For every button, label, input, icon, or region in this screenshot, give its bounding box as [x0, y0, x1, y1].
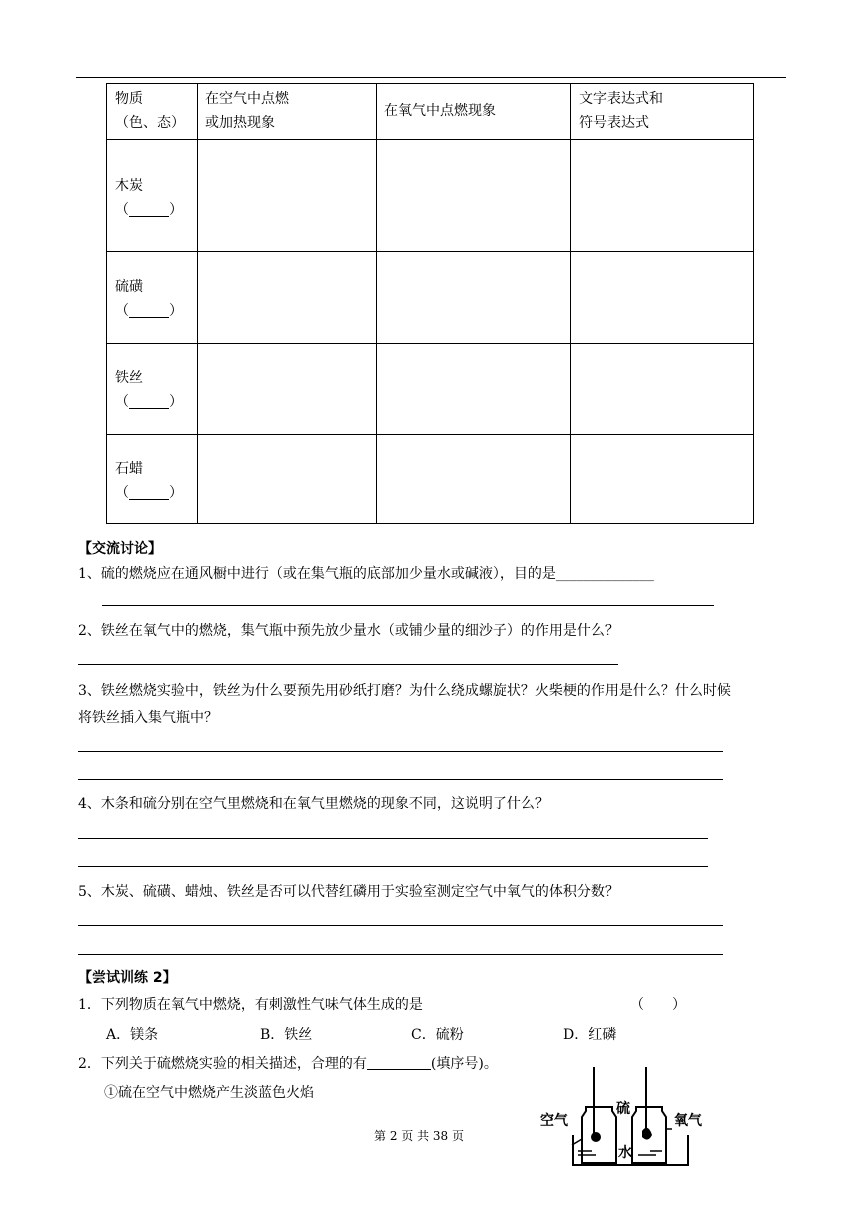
discussion-q1: 1、硫的燃烧应在通风橱中进行（或在集气瓶的底部加少量水或碱液），目的是______________ — [78, 566, 654, 582]
answer-line[interactable] — [78, 925, 723, 926]
table-header-substance — [115, 87, 185, 135]
table-header-oxygen — [384, 99, 496, 123]
paren: ） — [672, 997, 686, 1013]
header-text: （色、态） — [115, 115, 185, 131]
row-label: 木炭 — [115, 178, 143, 194]
sulfur-combustion-figure — [538, 1065, 713, 1173]
question-text: (填序号)。 — [430, 1056, 498, 1072]
paren: （ — [115, 303, 129, 319]
paren: （ — [115, 394, 129, 410]
header-text: 在氧气中点燃现象 — [384, 103, 496, 119]
table-col-divider — [376, 84, 377, 523]
option-b[interactable]: B．铁丝 — [260, 1027, 313, 1043]
color-state-blank — [115, 481, 183, 505]
paren: ） — [169, 485, 183, 501]
discussion-q2: 2、铁丝在氧气中的燃烧，集气瓶中预先放少量水（或铺少量的细沙子）的作用是什么？ — [78, 623, 619, 639]
option-d[interactable]: D．红磷 — [563, 1027, 617, 1043]
discussion-q4: 4、木条和硫分别在空气里燃烧和在氧气里燃烧的现象不同，这说明了什么？ — [78, 796, 549, 812]
paren: （ — [115, 485, 129, 501]
discussion-q3-line2: 将铁丝插入集气瓶中？ — [78, 710, 218, 726]
flame-air — [591, 1132, 601, 1142]
practice-q1-answer-paren — [630, 995, 686, 1015]
label-oxygen: 氧气 — [674, 1113, 702, 1129]
section-title-practice: 【尝试训练 2】 — [78, 970, 177, 986]
page-footer: 第 2 页 共 38 页 — [374, 1129, 464, 1143]
combustion-table — [106, 83, 754, 524]
label-air: 空气 — [540, 1113, 568, 1129]
paren: （ — [630, 997, 644, 1013]
option-a[interactable]: A．镁条 — [106, 1027, 159, 1043]
table-col-divider — [570, 84, 571, 523]
paren: （ — [115, 202, 129, 218]
paren: ） — [169, 303, 183, 319]
header-text: 在空气中点燃 — [205, 91, 289, 107]
practice-q2-item1: ①硫在空气中燃烧产生淡蓝色火焰 — [104, 1085, 314, 1101]
answer-blank[interactable] — [129, 201, 169, 217]
paren: ） — [169, 394, 183, 410]
answer-blank[interactable] — [367, 1055, 431, 1070]
label-sulfur: 硫 — [616, 1101, 630, 1117]
header-text: 符号表达式 — [579, 115, 649, 131]
table-row-divider — [107, 343, 753, 344]
table-row-charcoal — [115, 174, 183, 222]
table-row-divider — [107, 251, 753, 252]
discussion-q5: 5、木炭、硫磺、蜡烛、铁丝是否可以代替红磷用于实验室测定空气中氧气的体积分数？ — [78, 884, 619, 900]
label-water: 水 — [618, 1145, 632, 1161]
answer-line[interactable] — [78, 866, 708, 867]
option-c[interactable]: C．硫粉 — [411, 1027, 464, 1043]
answer-line[interactable] — [78, 954, 723, 955]
header-text: 文字表达式和 — [579, 91, 663, 107]
answer-line[interactable] — [78, 664, 618, 665]
answer-line[interactable] — [102, 605, 714, 606]
header-text: 物质 — [115, 91, 143, 107]
section-title-discussion: 【交流讨论】 — [78, 541, 162, 557]
table-row-iron-wire — [115, 366, 183, 414]
practice-q2 — [78, 1054, 498, 1074]
practice-q1: 1．下列物质在氧气中燃烧，有刺激性气味气体生成的是 — [78, 997, 423, 1013]
table-row-sulfur — [115, 275, 183, 323]
apparatus-diagram — [538, 1065, 713, 1173]
color-state-blank — [115, 198, 183, 222]
answer-blank[interactable] — [129, 302, 169, 318]
color-state-blank — [115, 299, 183, 323]
row-label: 硫磺 — [115, 279, 143, 295]
table-header-expression — [579, 87, 663, 135]
answer-line[interactable] — [78, 751, 723, 752]
question-text: 2．下列关于硫燃烧实验的相关描述，合理的有 — [78, 1056, 367, 1072]
table-row-paraffin — [115, 457, 183, 505]
table-row-divider — [107, 434, 753, 435]
color-state-blank — [115, 390, 183, 414]
paren: ） — [169, 202, 183, 218]
header-text: 或加热现象 — [205, 115, 275, 131]
table-col-divider — [197, 84, 198, 523]
flame-oxygen — [642, 1128, 652, 1140]
header-rule — [76, 77, 786, 78]
answer-blank[interactable] — [129, 484, 169, 500]
discussion-q3-line1: 3、铁丝燃烧实验中，铁丝为什么要预先用砂纸打磨？为什么绕成螺旋状？火柴梗的作用是什么？什么时候 — [78, 683, 731, 699]
table-header-air — [205, 87, 289, 135]
answer-line[interactable] — [78, 838, 708, 839]
table-row-divider — [107, 139, 753, 140]
answer-line[interactable] — [78, 779, 723, 780]
answer-blank[interactable] — [129, 393, 169, 409]
row-label: 石蜡 — [115, 461, 143, 477]
row-label: 铁丝 — [115, 370, 143, 386]
